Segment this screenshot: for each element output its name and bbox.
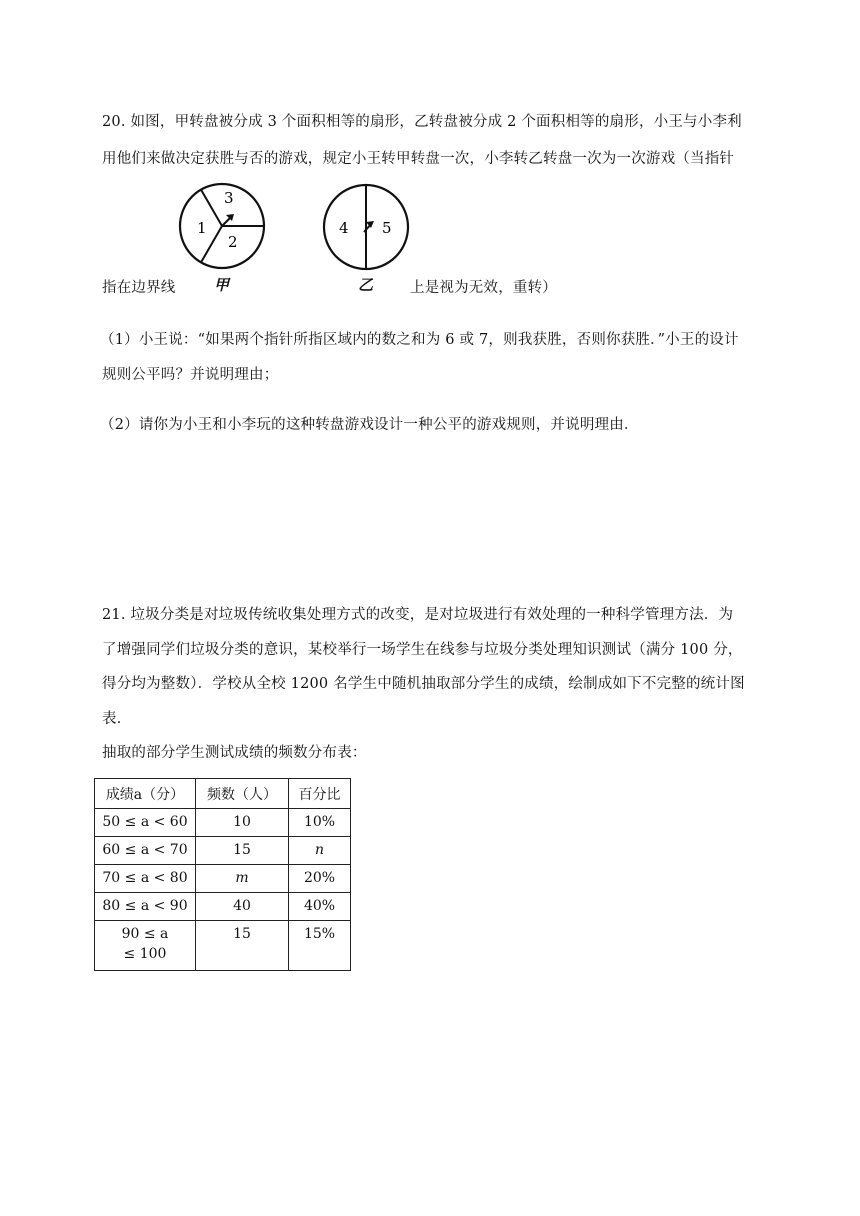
table-cell-range: 80 ≤ a < 90 xyxy=(95,893,196,921)
table-header-score: 成绩a（分） xyxy=(95,779,196,809)
table-cell-percent: 40% xyxy=(289,893,351,921)
table-cell-percent: 10% xyxy=(289,809,351,837)
table-cell-count: 10 xyxy=(196,809,289,837)
table-cell-range: 50 ≤ a < 60 xyxy=(95,809,196,837)
table-header-count: 频数（人） xyxy=(196,779,289,809)
table-row xyxy=(95,893,351,921)
q20-part1-line-1: （1）小王说：“如果两个指针所指区域内的数之和为 6 或 7，则我获胜，否则你获胜．”小王的设计 xyxy=(100,332,739,348)
table-row xyxy=(95,865,351,893)
table-cell-range-line-2: ≤ 100 xyxy=(123,946,167,962)
table-cell-percent: n xyxy=(289,837,351,865)
wheel-jia-sector-3: 3 xyxy=(224,189,234,207)
wheel-yi-sector-4: 4 xyxy=(339,219,349,237)
q20-line-2: 用他们来做决定获胜与否的游戏，规定小王转甲转盘一次，小李转乙转盘一次为一次游戏（当指针 xyxy=(102,151,735,167)
table-cell-count: 15 xyxy=(196,837,289,865)
q21-line-3: 得分均为整数）．学校从全校 1200 名学生中随机抽取部分学生的成绩，绘制成如下不完整的统计图 xyxy=(102,676,745,692)
table-cell-percent: 20% xyxy=(289,865,351,893)
wheel-yi-sector-5: 5 xyxy=(382,219,392,237)
q20-line-3-left: 指在边界线 xyxy=(102,280,176,296)
wheel-jia-sector-2: 2 xyxy=(228,233,238,251)
q21-line-4: 表． xyxy=(102,711,132,727)
table-cell-range: 70 ≤ a < 80 xyxy=(95,865,196,893)
table-cell-range-line-1: 90 ≤ a xyxy=(121,926,169,942)
table-row xyxy=(95,837,351,865)
table-cell-count: m xyxy=(196,865,289,893)
wheel-jia-caption: 甲 xyxy=(214,276,230,294)
q20-part1-line-2: 规则公平吗？并说明理由； xyxy=(102,367,279,383)
table-header-percent: 百分比 xyxy=(289,779,351,809)
q20-line-1: 20. 如图，甲转盘被分成 3 个面积相等的扇形，乙转盘被分成 2 个面积相等的扇形，小王与小李利 xyxy=(102,114,742,130)
table-cell-percent: 15% xyxy=(289,921,351,971)
q20-line-3-right: 上是视为无效，重转） xyxy=(410,280,557,296)
table-cell-count: 15 xyxy=(196,921,289,971)
wheel-jia xyxy=(170,178,274,276)
table-cell-count: 40 xyxy=(196,893,289,921)
table-header-row xyxy=(95,779,351,809)
table-row xyxy=(95,921,351,971)
q20-part2: （2）请你为小王和小李玩的这种转盘游戏设计一种公平的游戏规则，并说明理由． xyxy=(100,417,639,433)
table-cell-range: 60 ≤ a < 70 xyxy=(95,837,196,865)
wheel-jia-sector-1: 1 xyxy=(197,219,207,237)
table-row xyxy=(95,809,351,837)
q21-line-2: 了增强同学们垃圾分类的意识，某校举行一场学生在线参与垃圾分类处理知识测试（满分 100 分， xyxy=(102,642,743,658)
wheel-yi xyxy=(318,180,416,276)
q21-table-caption: 抽取的部分学生测试成绩的频数分布表： xyxy=(102,745,367,761)
table-cell-range xyxy=(95,921,196,971)
q21-line-1: 21. 垃圾分类是对垃圾传统收集处理方式的改变，是对垃圾进行有效处理的一种科学管理方法．为 xyxy=(102,607,734,623)
frequency-table xyxy=(94,778,351,971)
wheel-yi-caption: 乙 xyxy=(358,276,374,294)
